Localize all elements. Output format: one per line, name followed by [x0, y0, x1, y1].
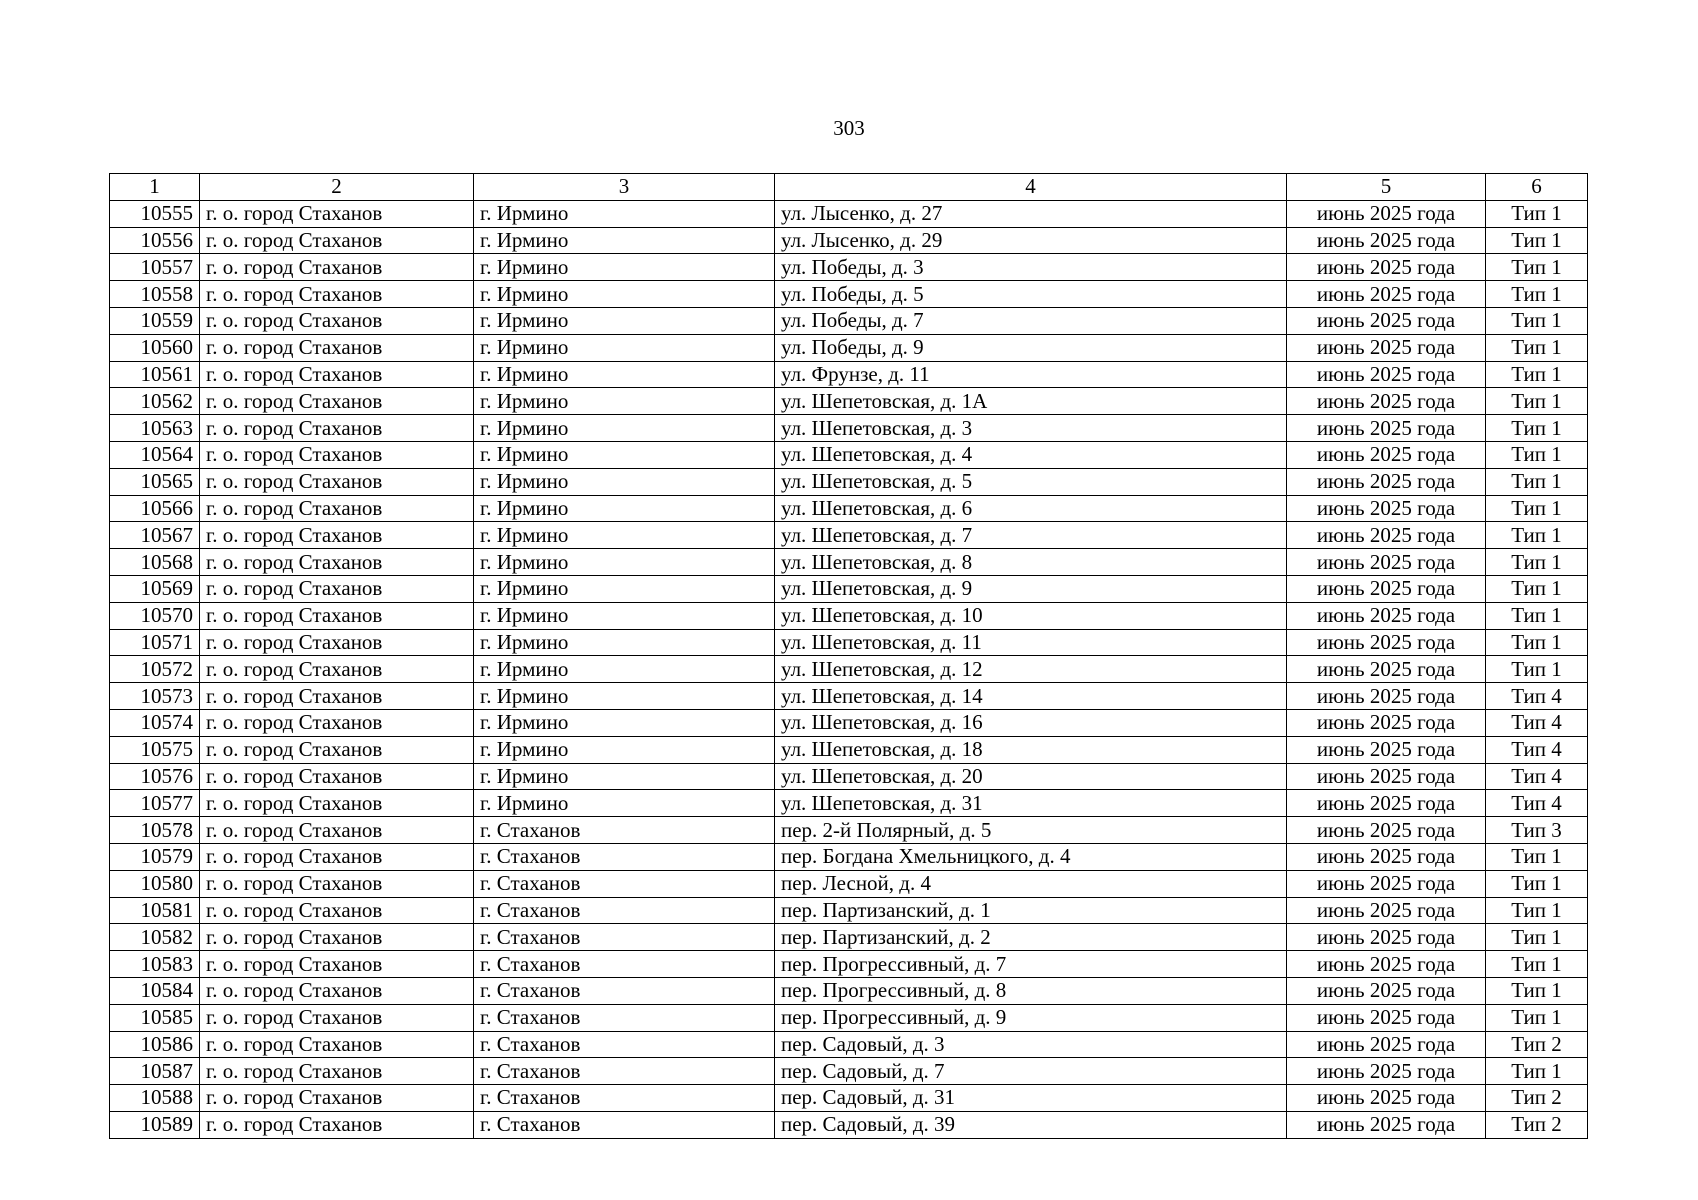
row-number: 10573	[110, 683, 200, 710]
row-number: 10565	[110, 468, 200, 495]
period-cell: июнь 2025 года	[1287, 334, 1486, 361]
row-number: 10572	[110, 656, 200, 683]
municipality-cell: г. о. город Стаханов	[200, 656, 474, 683]
type-cell: Тип 4	[1486, 790, 1588, 817]
row-number: 10588	[110, 1085, 200, 1112]
type-cell: Тип 1	[1486, 549, 1588, 576]
address-cell: пер. Партизанский, д. 2	[775, 924, 1287, 951]
period-cell: июнь 2025 года	[1287, 951, 1486, 978]
row-number: 10562	[110, 388, 200, 415]
period-cell: июнь 2025 года	[1287, 924, 1486, 951]
address-cell: пер. Садовый, д. 7	[775, 1058, 1287, 1085]
municipality-cell: г. о. город Стаханов	[200, 817, 474, 844]
address-cell: ул. Шепетовская, д. 6	[775, 495, 1287, 522]
settlement-cell: г. Ирмино	[474, 415, 775, 442]
settlement-cell: г. Ирмино	[474, 709, 775, 736]
settlement-cell: г. Ирмино	[474, 307, 775, 334]
address-cell: ул. Лысенко, д. 27	[775, 200, 1287, 227]
table-row	[110, 924, 1588, 951]
period-cell: июнь 2025 года	[1287, 763, 1486, 790]
type-cell: Тип 1	[1486, 924, 1588, 951]
settlement-cell: г. Ирмино	[474, 334, 775, 361]
period-cell: июнь 2025 года	[1287, 575, 1486, 602]
type-cell: Тип 1	[1486, 575, 1588, 602]
type-cell: Тип 1	[1486, 281, 1588, 308]
period-cell: июнь 2025 года	[1287, 656, 1486, 683]
municipality-cell: г. о. город Стаханов	[200, 227, 474, 254]
settlement-cell: г. Ирмино	[474, 522, 775, 549]
period-cell: июнь 2025 года	[1287, 388, 1486, 415]
table-body	[110, 200, 1588, 1138]
row-number: 10571	[110, 629, 200, 656]
row-number: 10589	[110, 1111, 200, 1138]
settlement-cell: г. Стаханов	[474, 1031, 775, 1058]
municipality-cell: г. о. город Стаханов	[200, 415, 474, 442]
municipality-cell: г. о. город Стаханов	[200, 1085, 474, 1112]
municipality-cell: г. о. город Стаханов	[200, 870, 474, 897]
period-cell: июнь 2025 года	[1287, 549, 1486, 576]
row-number: 10580	[110, 870, 200, 897]
row-number: 10587	[110, 1058, 200, 1085]
table-row	[110, 549, 1588, 576]
type-cell: Тип 1	[1486, 468, 1588, 495]
address-cell: ул. Фрунзе, д. 11	[775, 361, 1287, 388]
municipality-cell: г. о. город Стаханов	[200, 1058, 474, 1085]
address-cell: ул. Шепетовская, д. 3	[775, 415, 1287, 442]
period-cell: июнь 2025 года	[1287, 468, 1486, 495]
type-cell: Тип 2	[1486, 1111, 1588, 1138]
municipality-cell: г. о. город Стаханов	[200, 575, 474, 602]
table-row	[110, 629, 1588, 656]
table-row	[110, 870, 1588, 897]
municipality-cell: г. о. город Стаханов	[200, 200, 474, 227]
table-row	[110, 709, 1588, 736]
municipality-cell: г. о. город Стаханов	[200, 790, 474, 817]
address-cell: ул. Шепетовская, д. 5	[775, 468, 1287, 495]
type-cell: Тип 1	[1486, 227, 1588, 254]
settlement-cell: г. Стаханов	[474, 1111, 775, 1138]
municipality-cell: г. о. город Стаханов	[200, 897, 474, 924]
type-cell: Тип 4	[1486, 736, 1588, 763]
type-cell: Тип 1	[1486, 951, 1588, 978]
settlement-cell: г. Ирмино	[474, 602, 775, 629]
column-header-3: 3	[474, 174, 775, 201]
address-cell: пер. Богдана Хмельницкого, д. 4	[775, 843, 1287, 870]
municipality-cell: г. о. город Стаханов	[200, 924, 474, 951]
municipality-cell: г. о. город Стаханов	[200, 1031, 474, 1058]
table-row	[110, 468, 1588, 495]
period-cell: июнь 2025 года	[1287, 977, 1486, 1004]
settlement-cell: г. Стаханов	[474, 843, 775, 870]
type-cell: Тип 1	[1486, 361, 1588, 388]
type-cell: Тип 1	[1486, 307, 1588, 334]
table-row	[110, 388, 1588, 415]
municipality-cell: г. о. город Стаханов	[200, 629, 474, 656]
row-number: 10559	[110, 307, 200, 334]
type-cell: Тип 1	[1486, 495, 1588, 522]
address-cell: пер. Садовый, д. 31	[775, 1085, 1287, 1112]
row-number: 10566	[110, 495, 200, 522]
table-row	[110, 1058, 1588, 1085]
type-cell: Тип 1	[1486, 441, 1588, 468]
type-cell: Тип 1	[1486, 1004, 1588, 1031]
period-cell: июнь 2025 года	[1287, 281, 1486, 308]
table-header	[110, 174, 1588, 201]
column-header-2: 2	[200, 174, 474, 201]
period-cell: июнь 2025 года	[1287, 227, 1486, 254]
municipality-cell: г. о. город Стаханов	[200, 307, 474, 334]
address-cell: пер. Садовый, д. 39	[775, 1111, 1287, 1138]
municipality-cell: г. о. город Стаханов	[200, 683, 474, 710]
address-cell: ул. Шепетовская, д. 12	[775, 656, 1287, 683]
type-cell: Тип 1	[1486, 870, 1588, 897]
type-cell: Тип 2	[1486, 1085, 1588, 1112]
table-row	[110, 1111, 1588, 1138]
settlement-cell: г. Ирмино	[474, 254, 775, 281]
type-cell: Тип 1	[1486, 897, 1588, 924]
address-cell: пер. Прогрессивный, д. 8	[775, 977, 1287, 1004]
address-cell: пер. Партизанский, д. 1	[775, 897, 1287, 924]
table-row	[110, 656, 1588, 683]
period-cell: июнь 2025 года	[1287, 1058, 1486, 1085]
period-cell: июнь 2025 года	[1287, 736, 1486, 763]
settlement-cell: г. Стаханов	[474, 897, 775, 924]
row-number: 10568	[110, 549, 200, 576]
settlement-cell: г. Ирмино	[474, 361, 775, 388]
period-cell: июнь 2025 года	[1287, 1111, 1486, 1138]
type-cell: Тип 4	[1486, 683, 1588, 710]
settlement-cell: г. Ирмино	[474, 200, 775, 227]
period-cell: июнь 2025 года	[1287, 709, 1486, 736]
address-cell: ул. Шепетовская, д. 20	[775, 763, 1287, 790]
settlement-cell: г. Стаханов	[474, 1004, 775, 1031]
municipality-cell: г. о. город Стаханов	[200, 522, 474, 549]
table-row	[110, 334, 1588, 361]
address-cell: ул. Победы, д. 9	[775, 334, 1287, 361]
address-cell: ул. Шепетовская, д. 8	[775, 549, 1287, 576]
period-cell: июнь 2025 года	[1287, 602, 1486, 629]
table-row	[110, 495, 1588, 522]
period-cell: июнь 2025 года	[1287, 307, 1486, 334]
row-number: 10569	[110, 575, 200, 602]
period-cell: июнь 2025 года	[1287, 897, 1486, 924]
row-number: 10570	[110, 602, 200, 629]
settlement-cell: г. Стаханов	[474, 1058, 775, 1085]
settlement-cell: г. Ирмино	[474, 227, 775, 254]
type-cell: Тип 1	[1486, 334, 1588, 361]
municipality-cell: г. о. город Стаханов	[200, 468, 474, 495]
settlement-cell: г. Ирмино	[474, 629, 775, 656]
municipality-cell: г. о. город Стаханов	[200, 977, 474, 1004]
municipality-cell: г. о. город Стаханов	[200, 602, 474, 629]
period-cell: июнь 2025 года	[1287, 441, 1486, 468]
row-number: 10579	[110, 843, 200, 870]
type-cell: Тип 1	[1486, 200, 1588, 227]
table-row	[110, 254, 1588, 281]
period-cell: июнь 2025 года	[1287, 522, 1486, 549]
municipality-cell: г. о. город Стаханов	[200, 254, 474, 281]
settlement-cell: г. Ирмино	[474, 281, 775, 308]
row-number: 10578	[110, 817, 200, 844]
type-cell: Тип 1	[1486, 602, 1588, 629]
municipality-cell: г. о. город Стаханов	[200, 843, 474, 870]
municipality-cell: г. о. город Стаханов	[200, 441, 474, 468]
row-number: 10576	[110, 763, 200, 790]
address-cell: ул. Победы, д. 7	[775, 307, 1287, 334]
table-row	[110, 281, 1588, 308]
settlement-cell: г. Стаханов	[474, 817, 775, 844]
table-row	[110, 977, 1588, 1004]
period-cell: июнь 2025 года	[1287, 683, 1486, 710]
period-cell: июнь 2025 года	[1287, 200, 1486, 227]
row-number: 10586	[110, 1031, 200, 1058]
period-cell: июнь 2025 года	[1287, 790, 1486, 817]
column-header-5: 5	[1287, 174, 1486, 201]
table-row	[110, 817, 1588, 844]
type-cell: Тип 4	[1486, 709, 1588, 736]
row-number: 10574	[110, 709, 200, 736]
row-number: 10558	[110, 281, 200, 308]
period-cell: июнь 2025 года	[1287, 415, 1486, 442]
address-cell: ул. Победы, д. 5	[775, 281, 1287, 308]
settlement-cell: г. Стаханов	[474, 977, 775, 1004]
period-cell: июнь 2025 года	[1287, 843, 1486, 870]
settlement-cell: г. Стаханов	[474, 870, 775, 897]
row-number: 10564	[110, 441, 200, 468]
table-row	[110, 575, 1588, 602]
period-cell: июнь 2025 года	[1287, 1004, 1486, 1031]
table-row	[110, 200, 1588, 227]
municipality-cell: г. о. город Стаханов	[200, 388, 474, 415]
period-cell: июнь 2025 года	[1287, 817, 1486, 844]
address-cell: ул. Шепетовская, д. 14	[775, 683, 1287, 710]
settlement-cell: г. Ирмино	[474, 549, 775, 576]
type-cell: Тип 1	[1486, 388, 1588, 415]
type-cell: Тип 1	[1486, 977, 1588, 1004]
row-number: 10560	[110, 334, 200, 361]
row-number: 10556	[110, 227, 200, 254]
municipality-cell: г. о. город Стаханов	[200, 1111, 474, 1138]
settlement-cell: г. Ирмино	[474, 495, 775, 522]
type-cell: Тип 1	[1486, 522, 1588, 549]
address-cell: пер. 2-й Полярный, д. 5	[775, 817, 1287, 844]
table-row	[110, 415, 1588, 442]
type-cell: Тип 1	[1486, 843, 1588, 870]
settlement-cell: г. Ирмино	[474, 468, 775, 495]
row-number: 10561	[110, 361, 200, 388]
table-row	[110, 683, 1588, 710]
address-cell: ул. Шепетовская, д. 18	[775, 736, 1287, 763]
address-cell: ул. Шепетовская, д. 1А	[775, 388, 1287, 415]
municipality-cell: г. о. город Стаханов	[200, 361, 474, 388]
type-cell: Тип 2	[1486, 1031, 1588, 1058]
table-row	[110, 951, 1588, 978]
table-row	[110, 1004, 1588, 1031]
municipality-cell: г. о. город Стаханов	[200, 709, 474, 736]
type-cell: Тип 1	[1486, 1058, 1588, 1085]
settlement-cell: г. Ирмино	[474, 656, 775, 683]
table-row	[110, 897, 1588, 924]
settlement-cell: г. Ирмино	[474, 388, 775, 415]
row-number: 10583	[110, 951, 200, 978]
address-cell: ул. Шепетовская, д. 4	[775, 441, 1287, 468]
row-number: 10575	[110, 736, 200, 763]
period-cell: июнь 2025 года	[1287, 1085, 1486, 1112]
address-cell: ул. Шепетовская, д. 31	[775, 790, 1287, 817]
settlement-cell: г. Ирмино	[474, 763, 775, 790]
row-number: 10567	[110, 522, 200, 549]
table-row	[110, 307, 1588, 334]
row-number: 10584	[110, 977, 200, 1004]
table-row	[110, 602, 1588, 629]
column-header-6: 6	[1486, 174, 1588, 201]
table-row	[110, 763, 1588, 790]
type-cell: Тип 1	[1486, 254, 1588, 281]
row-number: 10582	[110, 924, 200, 951]
address-cell: ул. Шепетовская, д. 11	[775, 629, 1287, 656]
address-cell: ул. Лысенко, д. 29	[775, 227, 1287, 254]
settlement-cell: г. Стаханов	[474, 924, 775, 951]
row-number: 10585	[110, 1004, 200, 1031]
type-cell: Тип 1	[1486, 415, 1588, 442]
period-cell: июнь 2025 года	[1287, 361, 1486, 388]
type-cell: Тип 1	[1486, 656, 1588, 683]
settlement-cell: г. Стаханов	[474, 1085, 775, 1112]
municipality-cell: г. о. город Стаханов	[200, 763, 474, 790]
table-row	[110, 522, 1588, 549]
period-cell: июнь 2025 года	[1287, 870, 1486, 897]
municipality-cell: г. о. город Стаханов	[200, 736, 474, 763]
municipality-cell: г. о. город Стаханов	[200, 549, 474, 576]
address-cell: пер. Прогрессивный, д. 9	[775, 1004, 1287, 1031]
table-row	[110, 361, 1588, 388]
row-number: 10577	[110, 790, 200, 817]
period-cell: июнь 2025 года	[1287, 1031, 1486, 1058]
row-number: 10557	[110, 254, 200, 281]
period-cell: июнь 2025 года	[1287, 495, 1486, 522]
column-header-1: 1	[110, 174, 200, 201]
table-row	[110, 1031, 1588, 1058]
register-table	[109, 173, 1588, 1139]
municipality-cell: г. о. город Стаханов	[200, 1004, 474, 1031]
table-row	[110, 441, 1588, 468]
address-cell: ул. Шепетовская, д. 10	[775, 602, 1287, 629]
table-row	[110, 1085, 1588, 1112]
type-cell: Тип 3	[1486, 817, 1588, 844]
address-cell: пер. Лесной, д. 4	[775, 870, 1287, 897]
page-number: 303	[833, 116, 865, 140]
period-cell: июнь 2025 года	[1287, 254, 1486, 281]
period-cell: июнь 2025 года	[1287, 629, 1486, 656]
settlement-cell: г. Стаханов	[474, 951, 775, 978]
municipality-cell: г. о. город Стаханов	[200, 334, 474, 361]
settlement-cell: г. Ирмино	[474, 683, 775, 710]
address-cell: пер. Садовый, д. 3	[775, 1031, 1287, 1058]
settlement-cell: г. Ирмино	[474, 441, 775, 468]
municipality-cell: г. о. город Стаханов	[200, 281, 474, 308]
type-cell: Тип 4	[1486, 763, 1588, 790]
settlement-cell: г. Ирмино	[474, 575, 775, 602]
type-cell: Тип 1	[1486, 629, 1588, 656]
settlement-cell: г. Ирмино	[474, 736, 775, 763]
municipality-cell: г. о. город Стаханов	[200, 951, 474, 978]
municipality-cell: г. о. город Стаханов	[200, 495, 474, 522]
table-row	[110, 227, 1588, 254]
address-cell: пер. Прогрессивный, д. 7	[775, 951, 1287, 978]
header-row	[110, 174, 1588, 201]
address-cell: ул. Шепетовская, д. 16	[775, 709, 1287, 736]
address-cell: ул. Шепетовская, д. 9	[775, 575, 1287, 602]
row-number: 10555	[110, 200, 200, 227]
address-cell: ул. Победы, д. 3	[775, 254, 1287, 281]
table-row	[110, 736, 1588, 763]
table-row	[110, 843, 1588, 870]
address-cell: ул. Шепетовская, д. 7	[775, 522, 1287, 549]
row-number: 10563	[110, 415, 200, 442]
column-header-4: 4	[775, 174, 1287, 201]
table-row	[110, 790, 1588, 817]
settlement-cell: г. Ирмино	[474, 790, 775, 817]
row-number: 10581	[110, 897, 200, 924]
